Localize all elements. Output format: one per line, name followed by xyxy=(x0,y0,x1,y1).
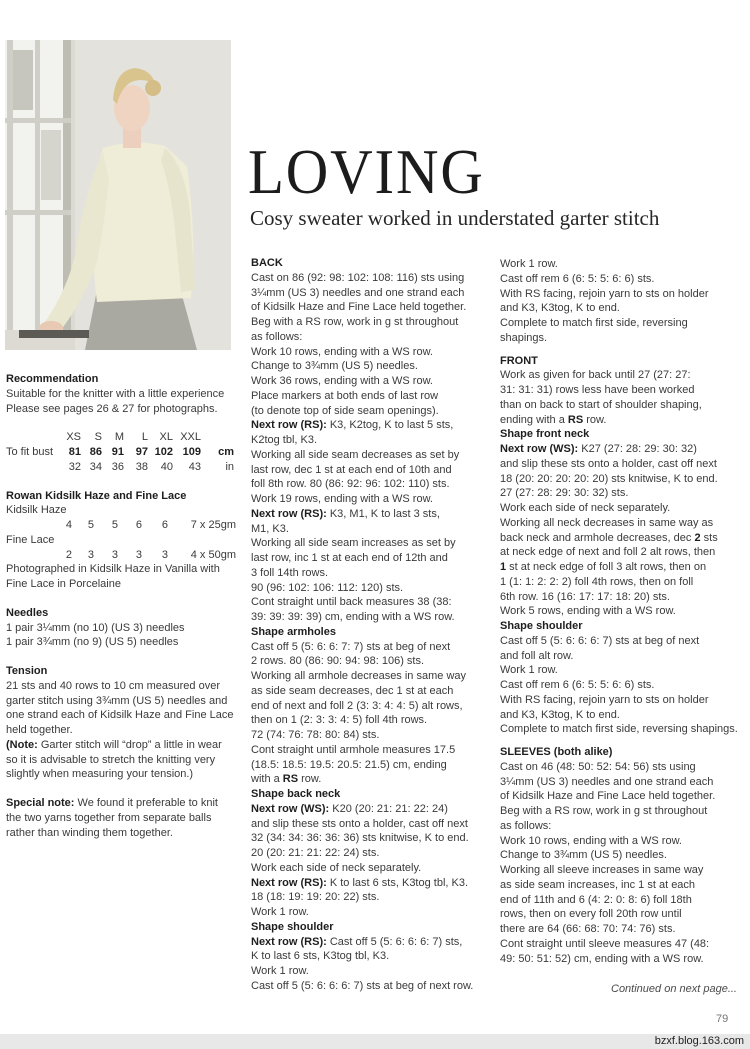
instruction-line: Work as given for back until 27 (27: 27: xyxy=(500,369,691,382)
column-front-sleeves xyxy=(500,257,740,966)
needles-line: 1 pair 3¼mm (no 10) (US 3) needles xyxy=(6,621,185,634)
instruction-line: Complete to match first side, reversing shapings. xyxy=(500,723,738,736)
size-cm: 97 xyxy=(135,446,148,458)
model-photo xyxy=(5,40,231,350)
instruction-line xyxy=(500,413,740,428)
tension-line: held together. xyxy=(6,724,73,736)
qty: 3 xyxy=(111,548,118,561)
instruction-line: Cast off rem 6 (6: 5: 5: 6: 6) sts. xyxy=(500,272,655,285)
instruction-line: 32 (34: 34: 36: 36: 36) sts knitwise, K to end. xyxy=(251,832,469,845)
instruction-line xyxy=(251,507,486,522)
qty: 5 xyxy=(111,519,118,531)
row-text: K20 (20: 21: 21: 22: 24) xyxy=(329,802,448,815)
size-code: L xyxy=(141,431,148,444)
kidsilk-quantities xyxy=(6,518,236,533)
back-instructions xyxy=(251,271,486,419)
instruction-line: Cont straight until sleeve measures 47 (48: xyxy=(500,937,710,950)
qty: 4 xyxy=(65,519,72,531)
instruction-line: as side seam decreases, dec 1 st at each xyxy=(251,684,454,697)
size-in: 36 xyxy=(111,460,124,473)
back-instructions xyxy=(251,817,486,876)
recommendation-line: Suitable for the knitter with a little experience xyxy=(6,387,225,400)
in-unit: in xyxy=(225,460,234,473)
instruction-line: at neck edge of next and foll 2 alt rows, then xyxy=(500,546,716,559)
row-text: row. xyxy=(298,773,322,786)
instruction-line xyxy=(251,802,486,817)
tension-note-line: so it is advisable to stretch the knitting very xyxy=(6,753,216,766)
instruction-line: Work 19 rows, ending with a WS row. xyxy=(251,493,433,505)
row-label: Next row (RS): xyxy=(251,419,327,432)
row-text: st at neck edge of foll 3 alt rows, then on xyxy=(506,561,707,573)
size-code: M xyxy=(114,431,124,444)
instruction-line: Work 1 row. xyxy=(500,664,558,677)
instruction-line: and K3, K3tog, K to end. xyxy=(500,708,620,721)
instruction-line: Work 1 row. xyxy=(251,965,309,977)
row-text: with a xyxy=(251,773,283,786)
instruction-line: 39: 39: 39: 39) cm, ending with a WS row. xyxy=(251,611,455,623)
qty: 5 xyxy=(87,519,94,531)
back-instructions xyxy=(251,949,486,993)
shape-back-neck-heading: Shape back neck xyxy=(251,788,341,800)
instruction-line: there are 64 (66: 68: 70: 74: 76) sts. xyxy=(500,923,676,935)
qty: 3 xyxy=(87,548,94,561)
instruction-line: (to denote top of side seam openings). xyxy=(251,404,439,417)
recommendation-line: Please see pages 26 & 27 for photographs. xyxy=(6,402,218,415)
back-instructions xyxy=(251,640,486,773)
back-instructions xyxy=(251,890,486,920)
instruction-line: Work 1 row. xyxy=(251,906,309,918)
instruction-line: of Kidsilk Haze and Fine Lace held together. xyxy=(500,790,716,803)
instruction-line: Working all sleeve increases in same way xyxy=(500,864,704,876)
instruction-line: With RS facing, rejoin yarn to sts on holder xyxy=(500,287,709,300)
qty: 6 xyxy=(161,519,168,531)
shape-shoulder-heading: Shape shoulder xyxy=(251,920,334,933)
instruction-line: Working all armhole decreases in same way xyxy=(251,670,466,682)
instruction-line: Cont straight until back measures 38 (38: xyxy=(251,596,452,609)
instruction-line: Place markers at both ends of last row xyxy=(251,389,439,402)
instruction-line: K to last 6 sts, K3tog tbl, K3. xyxy=(251,950,390,963)
back-continuation xyxy=(500,257,740,346)
tension-line: garter stitch using 3¾mm (US 5) needles and xyxy=(6,694,228,707)
front-instructions xyxy=(500,575,740,619)
row-label: RS xyxy=(567,413,584,426)
instruction-line: 3¼mm (US 3) needles and one strand each xyxy=(251,286,465,299)
yarn-kidsilk-label: Kidsilk Haze xyxy=(6,504,67,517)
qty: 3 xyxy=(161,548,168,561)
row-label: Next row (RS): xyxy=(251,507,327,520)
continued-note: Continued on next page... xyxy=(611,983,737,995)
shape-front-neck-heading: Shape front neck xyxy=(500,428,590,441)
instruction-line: Beg with a RS row, work in g st throughout xyxy=(251,316,459,328)
instruction-line xyxy=(251,935,486,950)
row-text: sts xyxy=(700,531,718,544)
row-label: Next row (RS): xyxy=(251,876,327,889)
instruction-line xyxy=(500,560,740,575)
instruction-line: 6th row. 16 (16: 17: 17: 18: 20) sts. xyxy=(500,590,670,603)
instruction-line: Cast off rem 6 (6: 5: 5: 6: 6) sts. xyxy=(500,679,655,691)
row-label: 2 xyxy=(694,531,701,544)
instruction-line: as side seam increases, inc 1 st at each xyxy=(500,878,696,891)
front-heading: FRONT xyxy=(500,354,538,367)
instruction-line: Work each side of neck separately. xyxy=(251,861,422,874)
instruction-line: 3 foll 14th rows. xyxy=(251,566,329,579)
row-label: Next row (RS): xyxy=(251,935,327,948)
pattern-subtitle: Cosy sweater worked in understated garter stitch xyxy=(250,206,660,230)
special-note-line xyxy=(6,796,238,811)
instruction-line: Work each side of neck separately. xyxy=(500,502,671,514)
row-text: K27 (27: 28: 29: 30: 32) xyxy=(578,443,697,455)
instruction-line: foll 8th row. 80 (86: 92: 96: 102: 110) sts. xyxy=(251,478,450,491)
tension-line: 21 sts and 40 rows to 10 cm measured over xyxy=(6,679,220,692)
row-text: ending with a xyxy=(500,413,568,426)
size-code: XL xyxy=(159,431,173,444)
instruction-line: last row, dec 1 st at each end of 10th and xyxy=(251,463,452,476)
instruction-line: With RS facing, rejoin yarn to sts on holder xyxy=(500,693,709,706)
back-instructions xyxy=(251,522,486,625)
instruction-line: 18 (18: 19: 19: 20: 22) sts. xyxy=(251,891,380,904)
instruction-line: Cont straight until armhole measures 17.5 xyxy=(251,743,456,756)
size-cm: 81 xyxy=(68,446,81,458)
qty: 4 x 50gm xyxy=(190,548,236,561)
instruction-line: as follows: xyxy=(251,330,303,343)
instruction-line: 31: 31: 31) rows less have been worked xyxy=(500,384,695,396)
instruction-line: 27 (27: 28: 29: 30: 32) sts. xyxy=(500,487,629,500)
row-label: Next row (WS): xyxy=(251,802,330,815)
size-in: 32 xyxy=(68,460,81,473)
size-code: XS xyxy=(66,431,81,444)
instruction-line: and slip these sts onto a holder, cast off next xyxy=(500,457,717,470)
instruction-line: Work 1 row. xyxy=(500,258,558,270)
instruction-line: 49: 50: 51: 52) cm, ending with a WS row. xyxy=(500,952,704,965)
instruction-line: K2tog tbl, K3. xyxy=(251,434,318,446)
tension-note-line: slightly when measuring your tension.) xyxy=(6,768,194,781)
instruction-line: Working all neck decreases in same way as xyxy=(500,516,714,529)
qty: 7 x 25gm xyxy=(190,519,236,531)
front-instructions xyxy=(500,634,740,737)
instruction-line: M1, K3. xyxy=(251,522,289,535)
instruction-line: last row, inc 1 st at each end of 12th and xyxy=(251,552,448,564)
needles-heading: Needles xyxy=(6,606,49,619)
instruction-line: Working all side seam increases as set by xyxy=(251,537,456,550)
instruction-line: 3¼mm (US 3) needles and one strand each xyxy=(500,775,714,788)
finelace-quantities xyxy=(6,548,236,563)
instruction-line: and foll alt row. xyxy=(500,649,574,662)
special-note-text: We found it preferable to knit xyxy=(74,797,218,809)
instruction-line: Complete to match first side, reversing xyxy=(500,317,688,329)
instruction-line xyxy=(251,876,486,891)
sleeves-heading: SLEEVES (both alike) xyxy=(500,746,613,758)
instruction-line: of Kidsilk Haze and Fine Lace held together. xyxy=(251,301,467,314)
sleeves-instructions xyxy=(500,760,740,967)
instruction-line: end of next and foll 2 (3: 3: 4: 4: 5) alt rows, xyxy=(251,699,463,712)
instruction-line: shapings. xyxy=(500,331,548,344)
row-text: K to last 6 sts, K3tog tbl, K3. xyxy=(326,876,469,889)
instruction-line: Beg with a RS row, work in g st throughout xyxy=(500,805,708,817)
row-text: Cast off 5 (5: 6: 6: 6: 7) sts, xyxy=(326,935,463,948)
cm-unit: cm xyxy=(218,446,234,458)
instruction-line: Working all side seam decreases as set by xyxy=(251,448,460,461)
instruction-line: Change to 3¾mm (US 5) needles. xyxy=(251,360,418,373)
column-materials xyxy=(6,372,238,840)
needles-line: 1 pair 3¾mm (no 9) (US 5) needles xyxy=(6,636,179,649)
instruction-line xyxy=(500,531,740,546)
instruction-line: and slip these sts onto a holder, cast off next xyxy=(251,817,468,830)
size-cm: 102 xyxy=(154,446,173,458)
shape-armholes-heading: Shape armholes xyxy=(251,625,336,638)
instruction-line: Cast on 86 (92: 98: 102: 108: 116) sts using xyxy=(251,271,465,284)
row-label: 1 xyxy=(500,561,507,573)
instruction-line: and K3, K3tog, K to end. xyxy=(500,302,620,315)
size-in: 34 xyxy=(89,460,102,473)
instruction-line xyxy=(251,418,486,433)
instruction-line: Cast on 46 (48: 50: 52: 54: 56) sts using xyxy=(500,760,696,773)
instruction-line: then on 1 (2: 3: 3: 4: 5) foll 4th rows. xyxy=(251,714,428,727)
instruction-line: rows, then on every foll 20th row until xyxy=(500,908,682,921)
size-in: 40 xyxy=(160,460,173,473)
size-cm: 86 xyxy=(89,446,102,458)
instruction-line: 2 rows. 80 (86: 90: 94: 98: 106) sts. xyxy=(251,655,425,668)
row-text: K3, M1, K to last 3 sts, xyxy=(326,507,440,520)
row-text: row. xyxy=(583,413,607,426)
yarn-note: Photographed in Kidsilk Haze in Vanilla with xyxy=(6,563,220,576)
special-note-line: rather than winding them together. xyxy=(6,826,173,839)
yarn-note: Fine Lace in Porcelaine xyxy=(6,578,121,590)
special-note-label: Special note: xyxy=(6,797,75,809)
front-instructions xyxy=(500,457,740,531)
tension-line: one strand each of Kidsilk Haze and Fine Lace xyxy=(6,709,234,722)
instruction-line: end of 11th and 6 (4: 2: 0: 8: 6) foll 18th xyxy=(500,893,692,906)
pattern-title: LOVING xyxy=(248,136,485,207)
row-label: RS xyxy=(282,773,299,786)
front-instructions xyxy=(500,368,740,412)
instruction-line: 1 (1: 1: 2: 2: 2) foll 4th rows, then on foll xyxy=(500,575,694,588)
size-in: 38 xyxy=(135,460,148,473)
tension-note-label: (Note: xyxy=(6,738,38,751)
yarn-heading: Rowan Kidsilk Haze and Fine Lace xyxy=(6,489,187,502)
fit-label: To fit bust xyxy=(6,446,54,458)
back-heading: BACK xyxy=(251,257,283,269)
qty: 6 xyxy=(135,519,142,531)
instruction-line xyxy=(251,772,486,787)
column-back xyxy=(251,256,486,994)
size-table xyxy=(6,430,234,474)
size-code: S xyxy=(94,431,102,444)
instruction-line: 90 (96: 102: 106: 112: 120) sts. xyxy=(251,581,404,594)
instruction-line: 72 (74: 76: 78: 80: 84) sts. xyxy=(251,729,380,741)
instruction-line: 20 (20: 21: 21: 22: 24) sts. xyxy=(251,847,380,859)
qty: 2 xyxy=(65,548,72,561)
instruction-line: Cast off 5 (5: 6: 6: 6: 7) sts at beg of next row. xyxy=(251,979,474,992)
instruction-line xyxy=(500,442,740,457)
tension-heading: Tension xyxy=(6,665,48,677)
instruction-line: as follows: xyxy=(500,819,552,832)
instruction-line: Cast off 5 (5: 6: 6: 6: 7) sts at beg of next xyxy=(500,634,700,647)
row-label: Next row (WS): xyxy=(500,443,579,455)
instruction-line: Work 36 rows, ending with a WS row. xyxy=(251,375,433,387)
watermark: bzxf.blog.163.com xyxy=(654,1035,744,1047)
instruction-line: Work 10 rows, ending with a WS row. xyxy=(251,345,433,358)
footer-bar xyxy=(0,1034,750,1049)
size-cm: 109 xyxy=(182,446,201,458)
row-text: back neck and armhole decreases, dec xyxy=(500,531,695,544)
instruction-line: Work 5 rows, ending with a WS row. xyxy=(500,605,676,618)
instruction-line: Change to 3¾mm (US 5) needles. xyxy=(500,849,667,862)
size-code: XXL xyxy=(180,431,201,444)
instruction-line: than on back to start of shoulder shaping, xyxy=(500,398,702,411)
page-number: 79 xyxy=(716,1013,729,1025)
size-in: 43 xyxy=(188,460,201,473)
special-note-line: the two yarns together from separate balls xyxy=(6,811,212,824)
size-cm: 91 xyxy=(111,446,124,458)
instruction-line: Work 10 rows, ending with a WS row. xyxy=(500,834,682,847)
qty: 3 xyxy=(135,548,142,561)
back-instructions xyxy=(251,433,486,507)
recommendation-heading: Recommendation xyxy=(6,373,99,385)
front-shape-shoulder-heading: Shape shoulder xyxy=(500,620,583,632)
yarn-finelace-label: Fine Lace xyxy=(6,533,55,546)
tension-note-line xyxy=(6,738,238,753)
instruction-line: (18.5: 18.5: 19.5: 20.5: 21.5) cm, ending xyxy=(251,758,447,771)
instruction-line: Cast off 5 (5: 6: 6: 7: 7) sts at beg of next xyxy=(251,640,451,653)
row-text: K3, K2tog, K to last 5 sts, xyxy=(326,419,454,432)
tension-note-text: Garter stitch will “drop” a little in wear xyxy=(37,738,222,751)
instruction-line: 18 (20: 20: 20: 20: 20) sts knitwise, K to end. xyxy=(500,472,718,485)
